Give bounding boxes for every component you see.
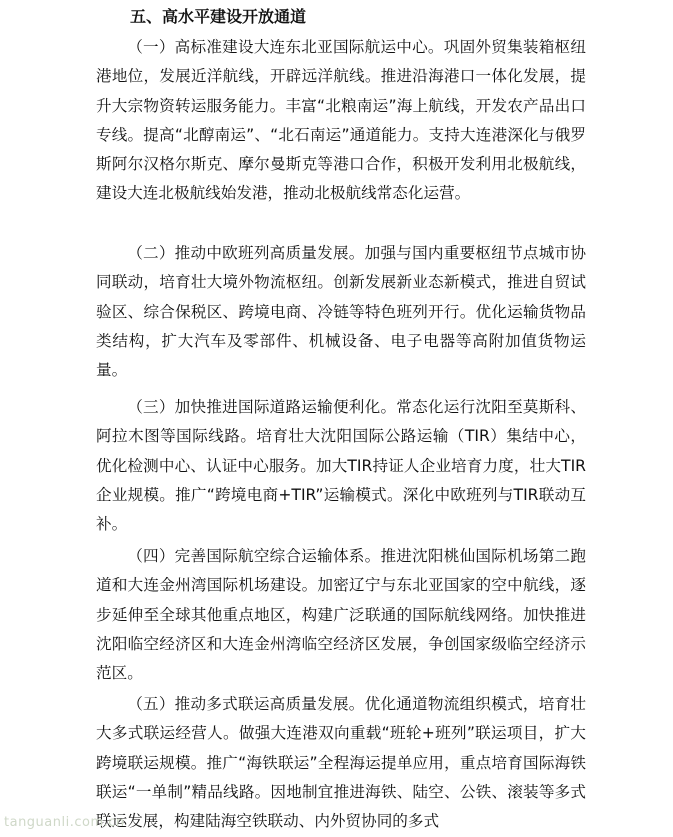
watermark-text: tanguanli.com.cn (4, 815, 125, 830)
section-heading: 五、高水平建设开放通道 (130, 7, 307, 26)
paragraph-shipping-center: （一）高标准建设大连东北亚国际航运中心。巩固外贸集装箱枢纽港地位，发展近洋航线，开辟远洋航线。推进沿海港口一体化发展，提升大宗物资转运服务能力。丰富“北粮南运”海上航线，开发农产品出口专线。提高“北醇南运”、“北石南运”通道能力。支持大连港深化与俄罗斯阿尔汉格尔斯克、摩尔曼斯克等港口合作，积极开发利用北极航线，建设大连北极航线始发港，推动北极航线常态化运营。 (96, 38, 586, 203)
paragraph-air-transport: （四）完善国际航空综合运输体系。推进沈阳桃仙国际机场第二跑道和大连金州湾国际机场建设。加密辽宁与东北亚国家的空中航线，逐步延伸至全球其他重点地区，构建广泛联通的国际航线网络。加快推进沈阳临空经济区和大连金州湾临空经济区发展，争创国家级临空经济示范区。 (96, 547, 586, 683)
paragraph-china-europe-railway: （二）推动中欧班列高质量发展。加强与国内重要枢纽节点城市协同联动，培育壮大境外物流枢纽。创新发展新业态新模式，推进自贸试验区、综合保税区、跨境电商、冷链等特色班列开行。优化运输货物品类结构，扩大汽车及零部件、机械设备、电子电器等高附加值货物运量。 (96, 244, 586, 380)
paragraph-multimodal-transport: （五）推动多式联运高质量发展。优化通道物流组织模式，培育壮大多式联运经营人。做强大连港双向重载“班轮+班列”联运项目，扩大跨境联运规模。推广“海铁联运”全程海运提单应用，重点培育国际海铁联运“一单制”精品线路。因地制宜推进海铁、陆空、公铁、滚装等多式联运发展，构建陆海空铁联动、内外贸协同的多式 (96, 695, 586, 831)
paragraph-road-transport: （三）加快推进国际道路运输便利化。常态化运行沈阳至莫斯科、阿拉木图等国际线路。培育壮大沈阳国际公路运输（TIR）集结中心，优化检测中心、认证中心服务。加大TIR持证人企业培育力度，壮大TIR企业规模。推广“跨境电商+TIR”运输模式。深化中欧班列与TIR联动互补。 (96, 398, 586, 534)
